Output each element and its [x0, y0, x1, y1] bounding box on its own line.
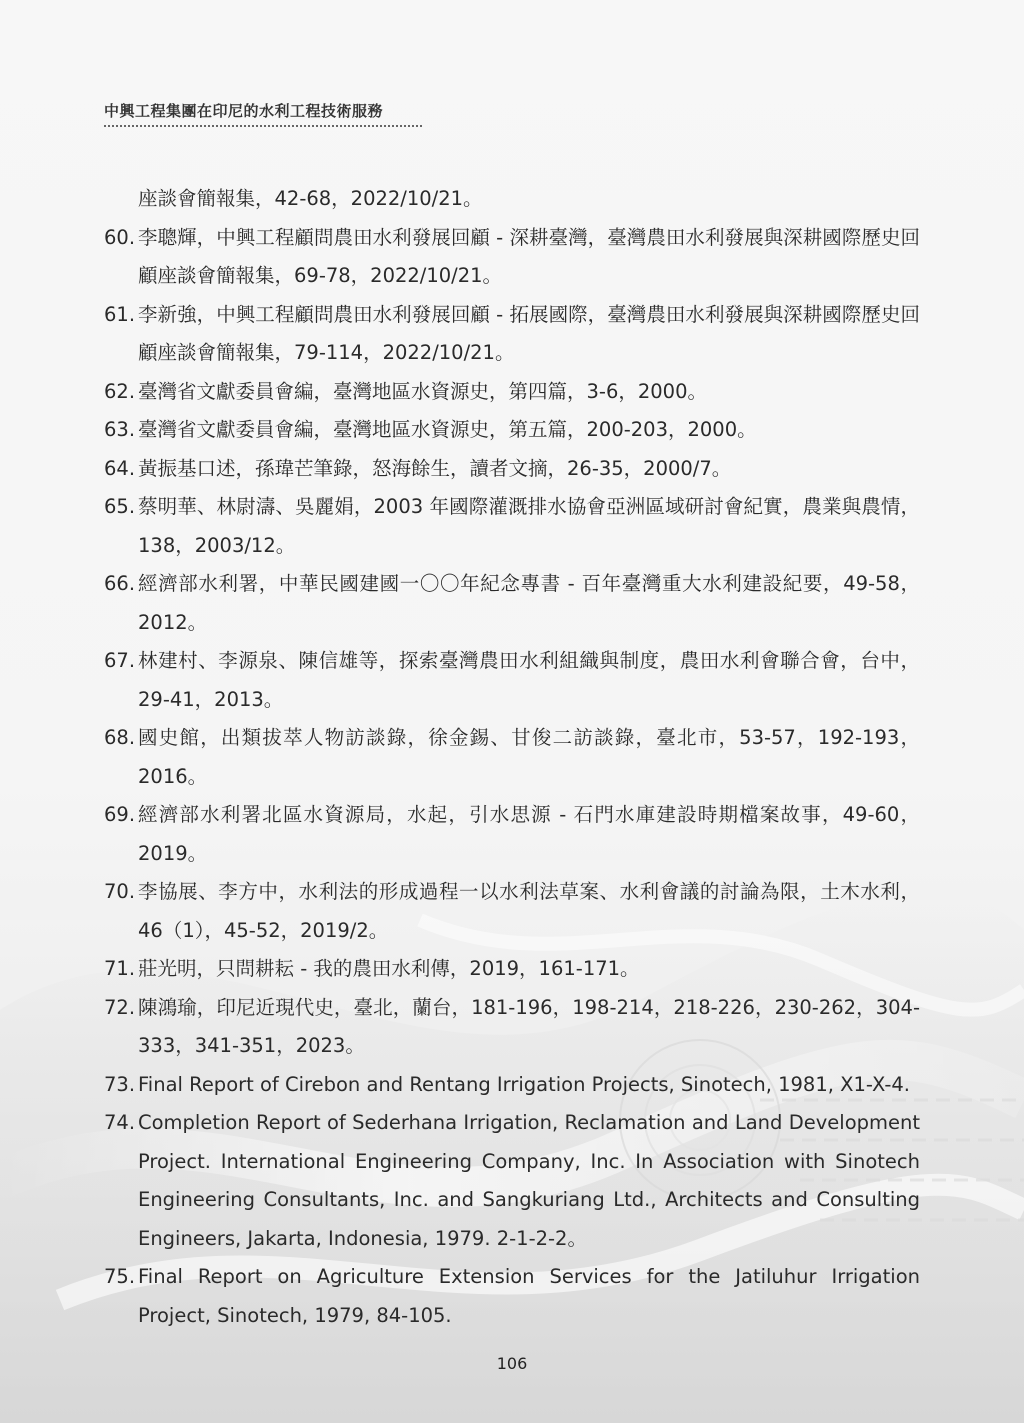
reference-text: 國史館，出類拔萃人物訪談錄，徐金錫、甘俊二訪談錄，臺北市，53-57，192-193，2016。 — [138, 726, 920, 788]
reference-text: 林建村、李源泉、陳信雄等，探索臺灣農田水利組織與制度，農田水利會聯合會，台中，29-41，2013。 — [138, 649, 920, 711]
reference-number: 67. — [104, 649, 136, 672]
reference-text: 李新強，中興工程顧問農田水利發展回顧 - 拓展國際，臺灣農田水利發展與深耕國際歷史回顧座談會簡報集，79-114，2022/10/21。 — [138, 302, 920, 364]
reference-item — [104, 296, 920, 373]
reference-number: 60. — [104, 225, 136, 249]
reference-item — [104, 450, 920, 489]
reference-text: 莊光明，只問耕耘 - 我的農田水利傳，2019，161-171。 — [138, 957, 640, 980]
reference-item — [104, 1258, 920, 1335]
header-title: 中興工程集團在印尼的水利工程技術服務 — [104, 102, 384, 120]
reference-number: 62. — [104, 379, 136, 403]
reference-number: 74. — [104, 1111, 136, 1134]
reference-text: 李協展、李方中，水利法的形成過程一以水利法草案、水利會議的討論為限，土木水利，46（1），45-52，2019/2。 — [138, 880, 920, 942]
reference-number: 69. — [104, 803, 136, 826]
reference-item — [104, 1066, 920, 1105]
reference-text: 臺灣省文獻委員會編，臺灣地區水資源史，第四篇，3-6，2000。 — [138, 379, 707, 403]
reference-number: 61. — [104, 302, 136, 326]
reference-item — [104, 565, 920, 642]
reference-number: 75. — [104, 1265, 136, 1288]
reference-number: 63. — [104, 418, 136, 441]
reference-item — [104, 642, 920, 719]
reference-item — [104, 373, 920, 412]
reference-list — [104, 180, 920, 1335]
reference-number: 71. — [104, 957, 136, 980]
reference-text: 臺灣省文獻委員會編，臺灣地區水資源史，第五篇，200-203，2000。 — [138, 418, 757, 441]
reference-text: Final Report of Cirebon and Rentang Irrigation Projects, Sinotech, 1981, X1-X-4. — [138, 1072, 911, 1096]
reference-text: Completion Report of Sederhana Irrigation, Reclamation and Land Development Project. International Engineering Company, Inc. In Association with Sinotech Engineering Consultants, Inc. and Sangkuriang Ltd., Architects and Consulting Engineers, Jakarta, Indonesia, 1979. 2-1-2-2。 — [138, 1111, 920, 1250]
reference-number: 68. — [104, 726, 136, 749]
page-number: 106 — [496, 1354, 528, 1373]
reference-number: 70. — [104, 880, 136, 903]
reference-number: 73. — [104, 1072, 136, 1096]
reference-item — [104, 411, 920, 450]
reference-text: 座談會簡報集，42-68，2022/10/21。 — [138, 187, 483, 210]
reference-item — [104, 873, 920, 950]
reference-text: 經濟部水利署北區水資源局，水起，引水思源 - 石門水庫建設時期檔案故事，49-60，2019。 — [138, 803, 920, 865]
running-header — [104, 100, 422, 130]
header-dotted-rule — [104, 125, 422, 127]
reference-item — [104, 219, 920, 296]
reference-item — [104, 180, 920, 219]
reference-text: 經濟部水利署，中華民國建國一〇〇年紀念專書 - 百年臺灣重大水利建設紀要，49-58，2012。 — [138, 572, 920, 634]
reference-item — [104, 719, 920, 796]
reference-item — [104, 1104, 920, 1258]
reference-text: 李聰輝，中興工程顧問農田水利發展回顧 - 深耕臺灣，臺灣農田水利發展與深耕國際歷史回顧座談會簡報集，69-78，2022/10/21。 — [138, 225, 920, 287]
reference-text: Final Report on Agriculture Extension Services for the Jatiluhur Irrigation Project, Sinotech, 1979, 84-105. — [138, 1265, 920, 1327]
reference-number: 72. — [104, 995, 136, 1019]
reference-item — [104, 796, 920, 873]
reference-item — [104, 488, 920, 565]
reference-text: 陳鴻瑜，印尼近現代史，臺北，蘭台，181-196，198-214，218-226，230-262，304-333，341-351，2023。 — [138, 995, 920, 1057]
reference-item — [104, 989, 920, 1066]
reference-number: 66. — [104, 572, 136, 595]
reference-text: 蔡明華、林尉濤、吳麗娟，2003 年國際灌溉排水協會亞洲區域研討會紀實，農業與農情，138，2003/12。 — [138, 495, 920, 557]
reference-text: 黃振基口述，孫瑋芒筆錄，怒海餘生，讀者文摘，26-35，2000/7。 — [138, 456, 732, 480]
reference-number: 64. — [104, 456, 136, 480]
reference-number: 65. — [104, 495, 136, 518]
reference-item — [104, 950, 920, 989]
